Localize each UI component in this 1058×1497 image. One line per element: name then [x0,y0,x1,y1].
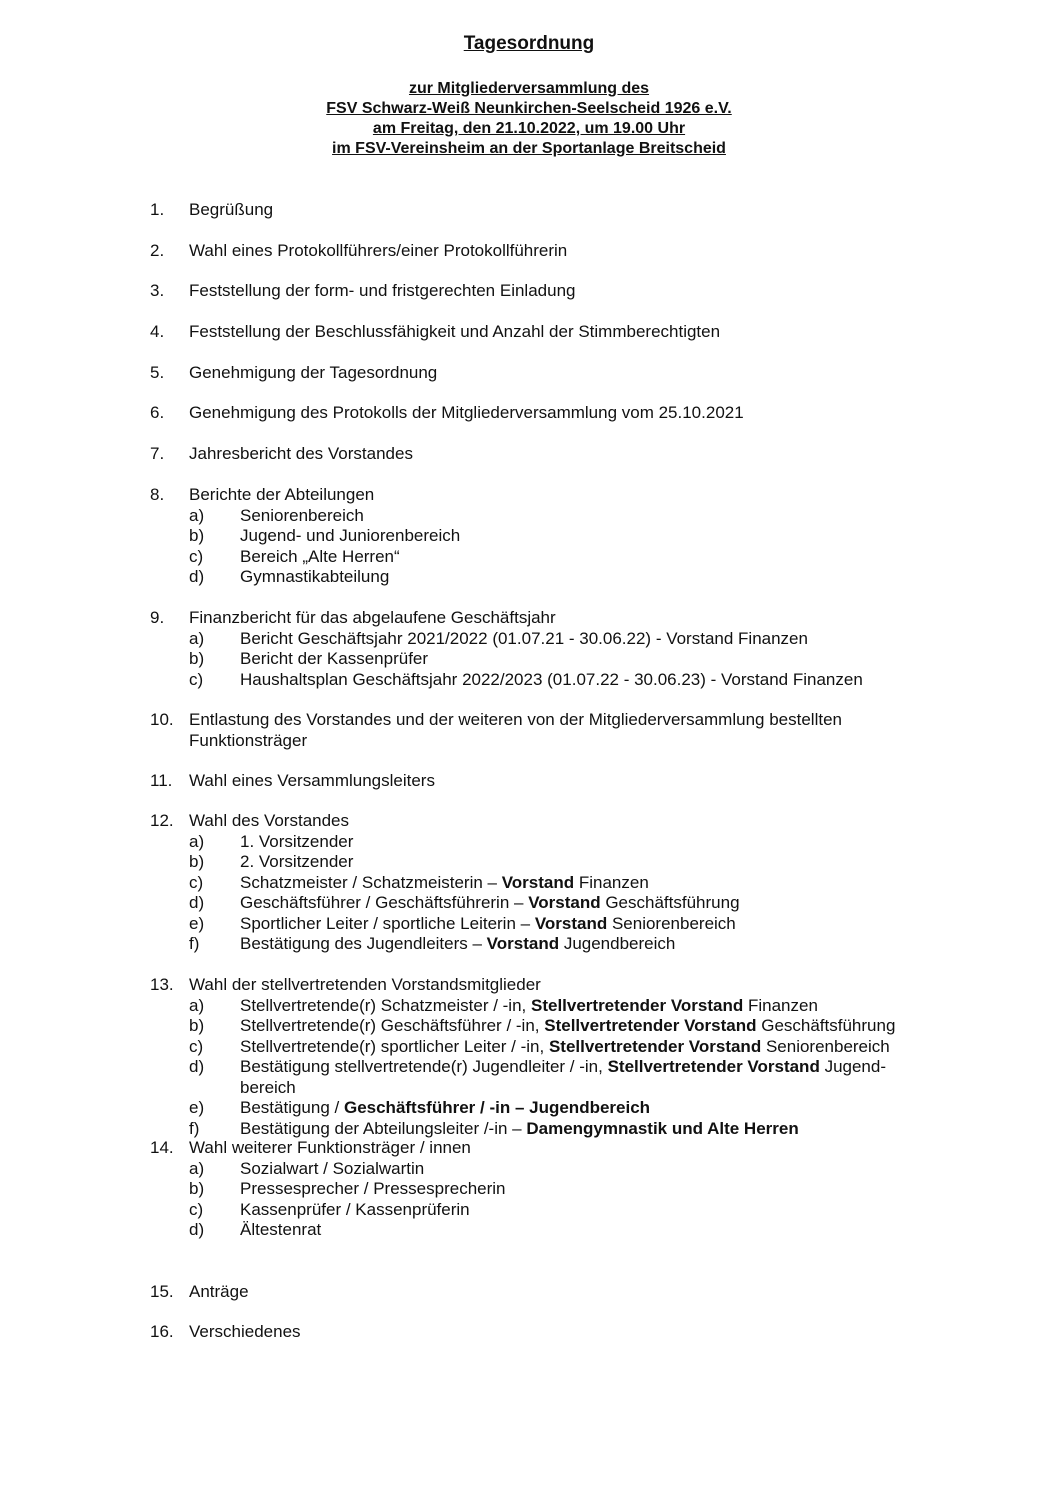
plain-text: Bestätigung des Jugendleiters – [240,934,487,953]
agenda-item-number: 12. [150,811,174,830]
agenda-item-text [189,403,929,424]
plain-text: Bereich „Alte Herren“ [240,546,400,566]
agenda-subitem [189,506,929,527]
agenda-subitem [189,852,929,873]
agenda-subitem-letter: e) [189,1098,205,1117]
plain-text: Bestätigung / [240,1098,344,1117]
plain-text: Ältestenrat [240,1220,322,1239]
agenda-item-title: Wahl eines Protokollführers/einer Protokollführerin [189,241,568,260]
agenda-item-title: Genehmigung des Protokolls der Mitgliederversammlung vom 25.10.2021 [189,403,744,422]
agenda-subitem [189,649,929,670]
agenda-item-text [189,1282,929,1303]
plain-text: Bestätigung stellvertretende(r) Jugendleiter / -in, [240,1057,608,1076]
bold-text: Vorstand [534,913,608,933]
agenda-subitem-text [240,1179,940,1200]
plain-text: Geschäftsführer / Geschäftsführerin – [240,893,529,912]
agenda-item-title: Begrüßung [189,200,274,219]
agenda-subitem [189,1159,929,1180]
agenda-subitem-letter: e) [189,913,205,933]
agenda-item-title: Genehmigung der Tagesordnung [189,363,438,382]
subtitle-line: am Freitag, den 21.10.2022, um 19.00 Uhr [372,120,686,137]
agenda-subitem-letter: c) [189,669,204,689]
subtitle-line: FSV Schwarz-Weiß Neunkirchen-Seelscheid 1926 e.V. [326,100,732,117]
agenda-item-text [189,322,929,343]
agenda-subitem [189,873,929,894]
agenda-subitem-text [240,1037,940,1058]
agenda-subitem-letter: c) [189,1199,204,1219]
agenda-item-title: Berichte der Abteilungen [189,485,375,504]
agenda-item-number: 6. [150,403,165,422]
bold-text: Damengymnastik und Alte Herren [526,1118,799,1138]
meeting-header [0,79,1058,159]
plain-text: 2. Vorsitzender [240,852,354,871]
agenda-subitem-text [240,996,940,1017]
agenda-subitem-letter: d) [189,1220,205,1239]
agenda-item-number: 3. [150,281,165,300]
agenda-subitem-text [240,1057,930,1098]
agenda-item-number: 5. [150,363,165,382]
agenda-item-title: Wahl eines Versammlungsleiters [189,771,435,790]
agenda-item-title: Wahl der stellvertretenden Vorstandsmitglieder [189,975,541,994]
agenda-subitem-letter: f) [189,1118,200,1138]
plain-text: Finanzen [574,872,649,892]
agenda-item-text [189,608,929,690]
agenda-item-title: Jahresbericht des Vorstandes [189,444,413,463]
page-title: Tagesordnung [463,33,595,54]
agenda-subitem-text [240,629,940,650]
agenda-subitem-letter: d) [189,567,205,586]
bold-text: Stellvertretender Vorstand [548,1036,762,1056]
plain-text: Jugendbereich [559,934,676,953]
agenda-item-text [189,444,929,465]
plain-text: 1. Vorsitzender [240,831,354,851]
plain-text: Geschäftsführung [756,1016,896,1035]
agenda-subitem-text [240,893,940,914]
agenda-subitem-text [240,1119,940,1140]
agenda-subitem [189,1179,929,1200]
agenda-subitem-letter: b) [189,852,205,871]
agenda-subitem [189,1016,929,1037]
agenda-subitem-letter: a) [189,628,205,648]
agenda-subitem-letter: c) [189,872,204,892]
agenda-subitem [189,547,929,568]
agenda-subitem [189,629,929,650]
agenda-subitem-letter: a) [189,995,205,1015]
agenda-subitem-text [240,670,940,691]
plain-text: Sportlicher Leiter / sportliche Leiterin – [240,913,535,933]
agenda-subitem [189,893,929,914]
plain-text: Seniorenbereich [607,913,736,933]
bold-text: Vorstand [501,872,575,892]
agenda-subitem-letter: d) [189,1057,205,1076]
agenda-item-title: Feststellung der Beschlussfähigkeit und Anzahl der Stimmberechtigten [189,322,721,341]
agenda-item-text [189,975,929,1139]
agenda-subitem-letter: b) [189,1179,205,1198]
plain-text: Haushaltsplan Geschäftsjahr 2022/2023 (01.07.22 - 30.06.23) - Vorstand Finanzen [240,669,863,689]
plain-text: Bericht Geschäftsjahr 2021/2022 (01.07.21 - 30.06.22) - Vorstand Finanzen [240,628,808,648]
plain-text: Stellvertretende(r) Schatzmeister / -in, [240,995,531,1015]
agenda-subitem-text [240,1098,940,1119]
agenda-item-text [189,363,929,384]
plain-text: Bericht der Kassenprüfer [240,649,429,668]
agenda-subitem-text [240,526,940,547]
agenda-subitem [189,1200,929,1221]
agenda-subitem [189,1057,929,1098]
agenda-subitem [189,526,929,547]
agenda-item-text [189,811,929,955]
bold-text: Stellvertretender Vorstand [607,1057,820,1076]
agenda-item-number: 8. [150,485,165,504]
plain-text: Schatzmeister / Schatzmeisterin – [240,872,502,892]
agenda-subitem [189,567,929,588]
agenda-item-number: 16. [150,1322,174,1341]
agenda-subitem-text [240,873,940,894]
plain-text: Seniorenbereich [240,505,364,525]
agenda-item-number: 10. [150,710,174,729]
agenda-subitem-text [240,914,940,935]
agenda-subitem [189,832,929,853]
agenda-subitem-text [240,506,940,527]
agenda-item-number: 7. [150,444,165,463]
agenda-subitem-letter: a) [189,505,205,525]
subtitle-line: zur Mitgliederversammlung des [408,80,650,97]
agenda-subitem [189,914,929,935]
bold-text: Stellvertretender Vorstand [530,995,744,1015]
agenda-item-text [189,771,929,792]
agenda-item-text [189,281,929,302]
agenda-item-text [189,200,929,221]
agenda-item-title: Finanzbericht für das abgelaufene Geschäftsjahr [189,608,556,627]
agenda-subitem-text [240,1159,940,1180]
agenda-item-title: Wahl weiterer Funktionsträger / innen [189,1138,471,1157]
plain-text: Stellvertretende(r) Geschäftsführer / -in, [240,1016,545,1035]
agenda-subitem [189,670,929,691]
plain-text: Sozialwart / Sozialwartin [240,1158,425,1178]
agenda-subitem-letter: d) [189,893,205,912]
agenda-subitem-letter: c) [189,546,204,566]
agenda-subitem-letter: f) [189,934,200,953]
agenda-item-text [189,1138,929,1241]
agenda-subitem-text [240,934,940,955]
agenda-subitem [189,1119,929,1140]
agenda-subitem [189,1037,929,1058]
plain-text: Finanzen [743,995,818,1015]
agenda-subitem-letter: c) [189,1036,204,1056]
agenda-subitem-text [240,1200,940,1221]
agenda-subitem-letter: a) [189,831,205,851]
plain-text: Stellvertretende(r) sportlicher Leiter / -in, [240,1036,549,1056]
agenda-item-number: 11. [150,771,173,790]
bold-text: Vorstand [528,893,601,912]
agenda-subitem-letter: a) [189,1158,205,1178]
agenda-item-number: 15. [150,1282,174,1301]
agenda-item-title: Anträge [189,1282,249,1301]
agenda-subitem-letter: b) [189,649,205,668]
agenda-item-text [189,1322,929,1343]
agenda-subitem-text [240,649,940,670]
agenda-subitem [189,1098,929,1119]
agenda-item-title: Feststellung der form- und fristgerechten Einladung [189,281,576,300]
agenda-subitem [189,934,929,955]
agenda-subitem [189,1220,929,1241]
bold-text: Vorstand [486,934,560,953]
plain-text: Seniorenbereich [761,1036,890,1056]
agenda-subitem-text [240,567,940,588]
agenda-subitem-letter: b) [189,526,205,545]
agenda-subitem-text [240,1220,940,1241]
plain-text: Gymnastikabteilung [240,567,390,586]
agenda-item-number: 14. [150,1138,174,1157]
agenda-subitem-text [240,547,940,568]
agenda-subitem-text [240,852,940,873]
bold-text: Geschäftsführer / -in – Jugendbereich [343,1098,651,1117]
agenda-item-number: 2. [150,241,165,260]
plain-text: Jugend-bereich [240,1057,887,1097]
agenda-item-title: Wahl des Vorstandes [189,811,350,830]
plain-text: Geschäftsführung [600,893,740,912]
agenda-item-number: 1. [150,200,165,219]
agenda-item-number: 13. [150,975,174,994]
agenda-item-number: 9. [150,608,165,627]
subtitle-line: im FSV-Vereinsheim an der Sportanlage Breitscheid [332,140,726,157]
agenda-subitem-letter: b) [189,1016,205,1035]
agenda-item-number: 4. [150,322,165,341]
agenda-subitem-text [240,1016,940,1037]
agenda-item-title: Entlastung des Vorstandes und der weiteren von der Mitgliederversammlung bestellten Funktionsträger [189,710,842,750]
plain-text: Kassenprüfer / Kassenprüferin [240,1199,470,1219]
agenda-item-title: Verschiedenes [189,1322,301,1341]
plain-text: Jugend- und Juniorenbereich [240,526,461,545]
agenda-subitem [189,996,929,1017]
plain-text: Bestätigung der Abteilungsleiter /-in – [240,1118,527,1138]
bold-text: Stellvertretender Vorstand [544,1016,757,1035]
agenda-subitem-text [240,832,940,853]
agenda-item-text [189,241,929,262]
agenda-item-text [189,710,929,751]
plain-text: Pressesprecher / Pressesprecherin [240,1179,506,1198]
agenda-item-text [189,485,929,588]
